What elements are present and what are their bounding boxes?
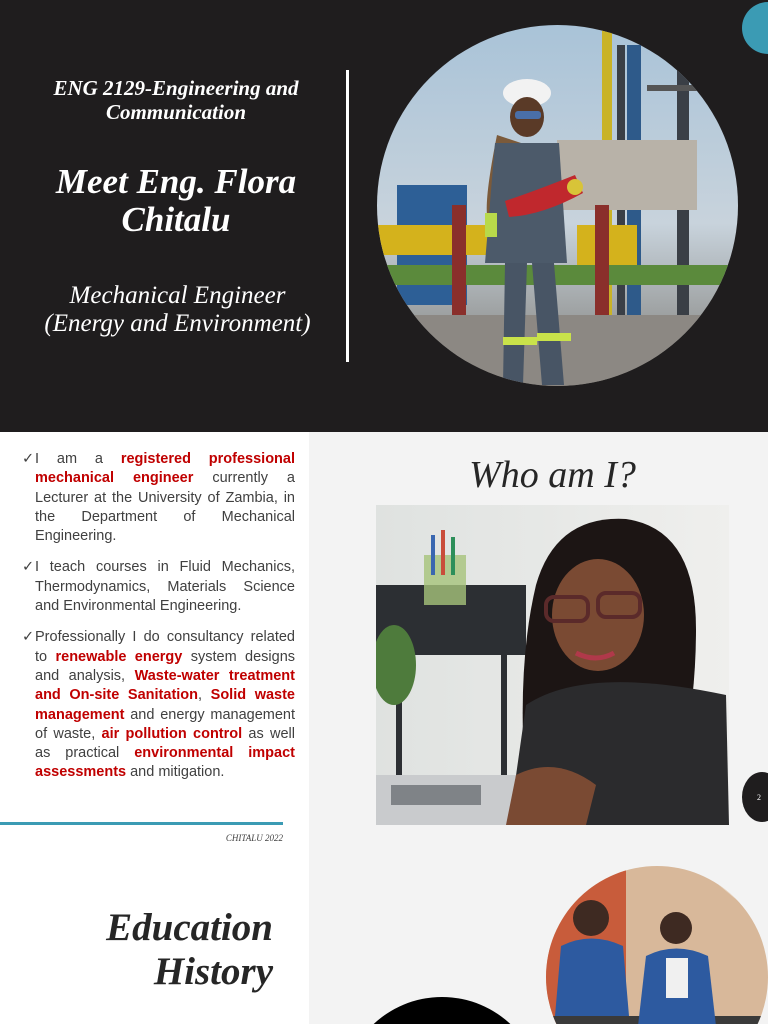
students-photo	[546, 866, 768, 1024]
body-text: I teach courses in Fluid Mechanics, Thermodynamics, Materials Science and Environmental Engineering.	[35, 559, 295, 615]
vertical-divider	[346, 70, 349, 362]
students-photo-illustration	[546, 866, 768, 1024]
body-text: and mitigation.	[126, 764, 225, 781]
highlighted-text: registered professional mechanical engineer	[35, 451, 295, 487]
slide-3	[0, 864, 768, 1024]
checkmark-icon: ✓	[22, 559, 35, 576]
accent-circle	[742, 2, 768, 54]
portrait-photo	[376, 505, 729, 825]
checkmark-icon: ✓	[22, 629, 35, 646]
footer-rule	[0, 822, 283, 825]
engineer-photo	[377, 25, 738, 386]
body-text: system designs and analysis,	[35, 648, 296, 684]
body-text: currently a Lecturer at the University of Zambia, in the Department of Mechanical Engineering.	[35, 470, 295, 545]
highlighted-text: air pollution control	[101, 725, 243, 742]
body-text: as well as practical	[35, 725, 295, 762]
slide-title	[60, 906, 273, 994]
body-text: ,	[198, 687, 211, 704]
text-panel	[0, 432, 309, 864]
highlighted-text: Waste-water treatment and On-site Sanitation	[35, 667, 295, 704]
highlighted-text: environmental impact assessments	[35, 745, 295, 781]
slide-2	[0, 432, 768, 864]
bullet-item	[22, 450, 295, 546]
body-text: Professionally I do consultancy related to	[35, 629, 295, 665]
slide-title: Meet Eng. Flora Chitalu	[55, 162, 297, 239]
decorative-circle	[342, 997, 542, 1024]
body-text: I am a	[35, 451, 121, 467]
course-title: ENG 2129-Engineering and Communication	[53, 76, 299, 124]
title-panel	[0, 864, 309, 1024]
bullet-list	[22, 450, 295, 795]
job-title: Mechanical Engineer (Energy and Environment)	[44, 282, 311, 337]
title-line-1: Education	[106, 906, 273, 949]
engineer-photo-illustration	[377, 25, 738, 386]
checkmark-icon: ✓	[22, 451, 35, 467]
section-heading: Who am I?	[469, 454, 636, 496]
bullet-item	[22, 628, 295, 782]
highlighted-text: Solid waste management	[35, 687, 295, 723]
slide-1	[0, 0, 768, 432]
title-line-2: History	[153, 950, 273, 993]
page-number: 2	[742, 772, 768, 822]
body-text: and energy management of waste,	[35, 706, 295, 742]
portrait-photo-illustration	[376, 505, 729, 825]
bullet-item	[22, 558, 295, 616]
highlighted-text: renewable energy	[55, 648, 183, 665]
footer-text: CHITALU 2022	[225, 833, 283, 843]
